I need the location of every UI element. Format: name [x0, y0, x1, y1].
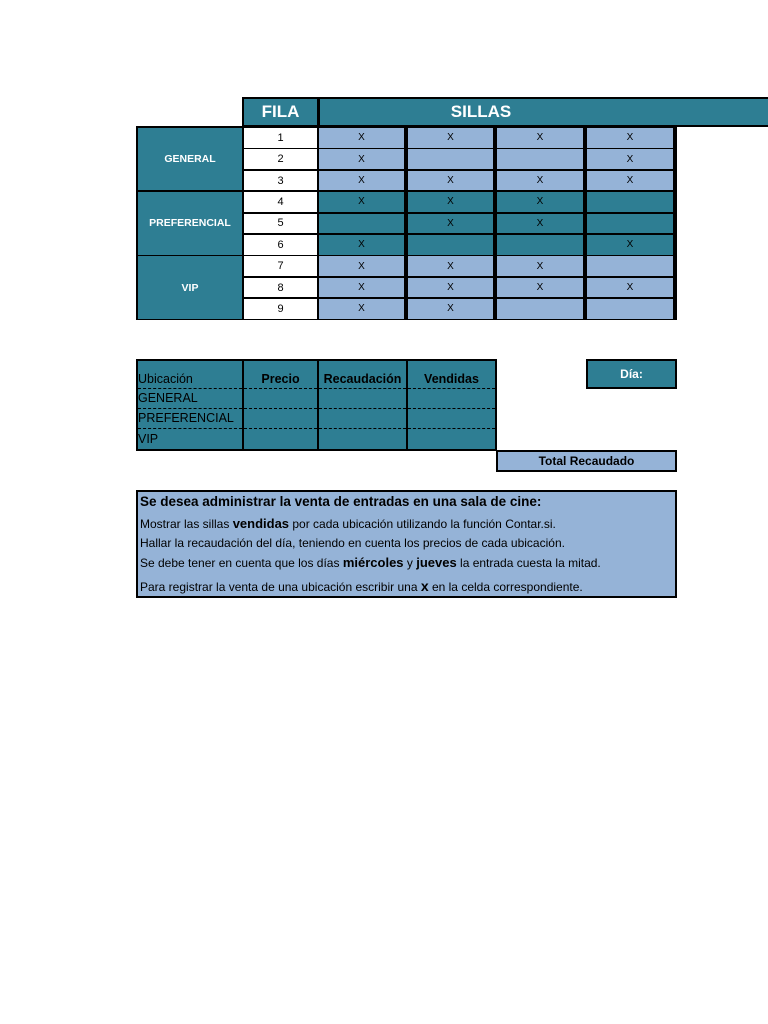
text-span: Se debe tener en cuenta que los días [140, 556, 343, 570]
sillas-header-label: SILLAS [450, 102, 512, 121]
bold-span: vendidas [232, 516, 290, 531]
seat-cell[interactable]: X [587, 149, 673, 169]
category-preferencial: PREFERENCIAL [138, 192, 242, 254]
seat-cell[interactable] [497, 235, 583, 255]
seat-cell[interactable]: X [319, 235, 404, 255]
summary-row-label: GENERAL [138, 389, 242, 409]
summary-header-2: Recaudación [319, 361, 406, 389]
summary-value-cell[interactable] [408, 429, 495, 449]
seat-cell[interactable] [587, 299, 673, 319]
fila-cell: 9 [244, 299, 317, 319]
seat-cell[interactable]: X [319, 256, 404, 276]
seat-cell[interactable] [587, 214, 673, 234]
seat-cell[interactable]: X [497, 256, 583, 276]
fila-cell: 6 [244, 235, 317, 255]
category-general: GENERAL [138, 128, 242, 190]
seat-cell[interactable]: X [497, 171, 583, 191]
fila-cell: 7 [244, 256, 317, 276]
total-recaudado-cell [496, 450, 677, 472]
instructions-box [136, 490, 677, 598]
total-recaudado-label: Total Recaudado [538, 454, 635, 468]
summary-row-label: PREFERENCIAL [138, 409, 242, 429]
seat-cell[interactable]: X [319, 278, 404, 298]
seat-cell[interactable]: X [408, 192, 493, 212]
seat-cell[interactable] [408, 235, 493, 255]
seat-cell[interactable] [587, 192, 673, 212]
sillas-header [318, 97, 768, 127]
instructions-line-4 [140, 578, 583, 594]
fila-cell: 4 [244, 192, 317, 212]
fila-cell: 3 [244, 171, 317, 191]
instructions-title: Se desea administrar la venta de entradas en una sala de cine: [140, 494, 542, 509]
seat-cell[interactable]: X [408, 171, 493, 191]
instructions-line-3 [140, 555, 601, 570]
text-span: en la celda correspondiente. [428, 580, 583, 594]
seat-cell[interactable]: X [408, 256, 493, 276]
dia-label: Día: [620, 367, 643, 381]
seat-cell[interactable] [319, 214, 404, 234]
fila-header [242, 97, 319, 127]
seat-cell[interactable]: X [319, 171, 404, 191]
seat-cell[interactable]: X [587, 171, 673, 191]
seat-cell[interactable]: X [497, 278, 583, 298]
summary-value-cell[interactable] [244, 429, 317, 449]
seat-cell[interactable]: X [497, 214, 583, 234]
seat-cell[interactable] [497, 149, 583, 169]
seat-cell[interactable]: X [587, 235, 673, 255]
seat-cell[interactable]: X [497, 128, 583, 148]
summary-header-3: Vendidas [408, 361, 495, 389]
summary-value-cell[interactable] [319, 429, 406, 449]
seat-cell[interactable]: X [408, 214, 493, 234]
fila-cell: 8 [244, 278, 317, 298]
seat-cell[interactable]: X [408, 299, 493, 319]
seat-cell[interactable]: X [319, 128, 404, 148]
text-span: Mostrar las sillas [140, 517, 233, 531]
text-span: por cada ubicación utilizando la función Contar.si. [289, 517, 556, 531]
seat-cell[interactable]: X [587, 128, 673, 148]
bold-span: x [420, 578, 429, 594]
seat-cell[interactable]: X [319, 149, 404, 169]
summary-table [136, 359, 497, 451]
summary-value-cell[interactable] [408, 389, 495, 409]
summary-value-cell[interactable] [319, 389, 406, 409]
instructions-line-1 [140, 516, 556, 531]
text-span: y [403, 556, 417, 570]
seat-cell[interactable] [408, 149, 493, 169]
summary-header-1: Precio [244, 361, 317, 389]
summary-value-cell[interactable] [319, 409, 406, 429]
seat-cell[interactable]: X [319, 299, 404, 319]
text-span: la entrada cuesta la mitad. [456, 556, 601, 570]
summary-row-label: VIP [138, 429, 242, 449]
fila-header-label: FILA [261, 102, 300, 121]
summary-value-cell[interactable] [244, 409, 317, 429]
seat-cell[interactable]: X [408, 278, 493, 298]
seat-cell[interactable]: X [408, 128, 493, 148]
seat-cell[interactable] [497, 299, 583, 319]
summary-header-0: Ubicación [138, 361, 242, 389]
summary-value-cell[interactable] [408, 409, 495, 429]
seat-cell[interactable]: X [497, 192, 583, 212]
fila-cell: 2 [244, 149, 317, 169]
seat-cell[interactable] [587, 256, 673, 276]
dia-cell[interactable] [586, 359, 677, 389]
text-span: Para registrar la venta de una ubicación escribir una [140, 580, 421, 594]
fila-cell: 5 [244, 214, 317, 234]
bold-span: jueves [416, 555, 457, 570]
seat-cell[interactable]: X [587, 278, 673, 298]
instructions-line-2: Hallar la recaudación del día, teniendo en cuenta los precios de cada ubicación. [140, 536, 565, 550]
bold-span: miércoles [342, 555, 404, 570]
fila-cell: 1 [244, 128, 317, 148]
seat-cell[interactable]: X [319, 192, 404, 212]
category-vip: VIP [138, 256, 242, 318]
summary-value-cell[interactable] [244, 389, 317, 409]
seat-grid [136, 126, 677, 320]
